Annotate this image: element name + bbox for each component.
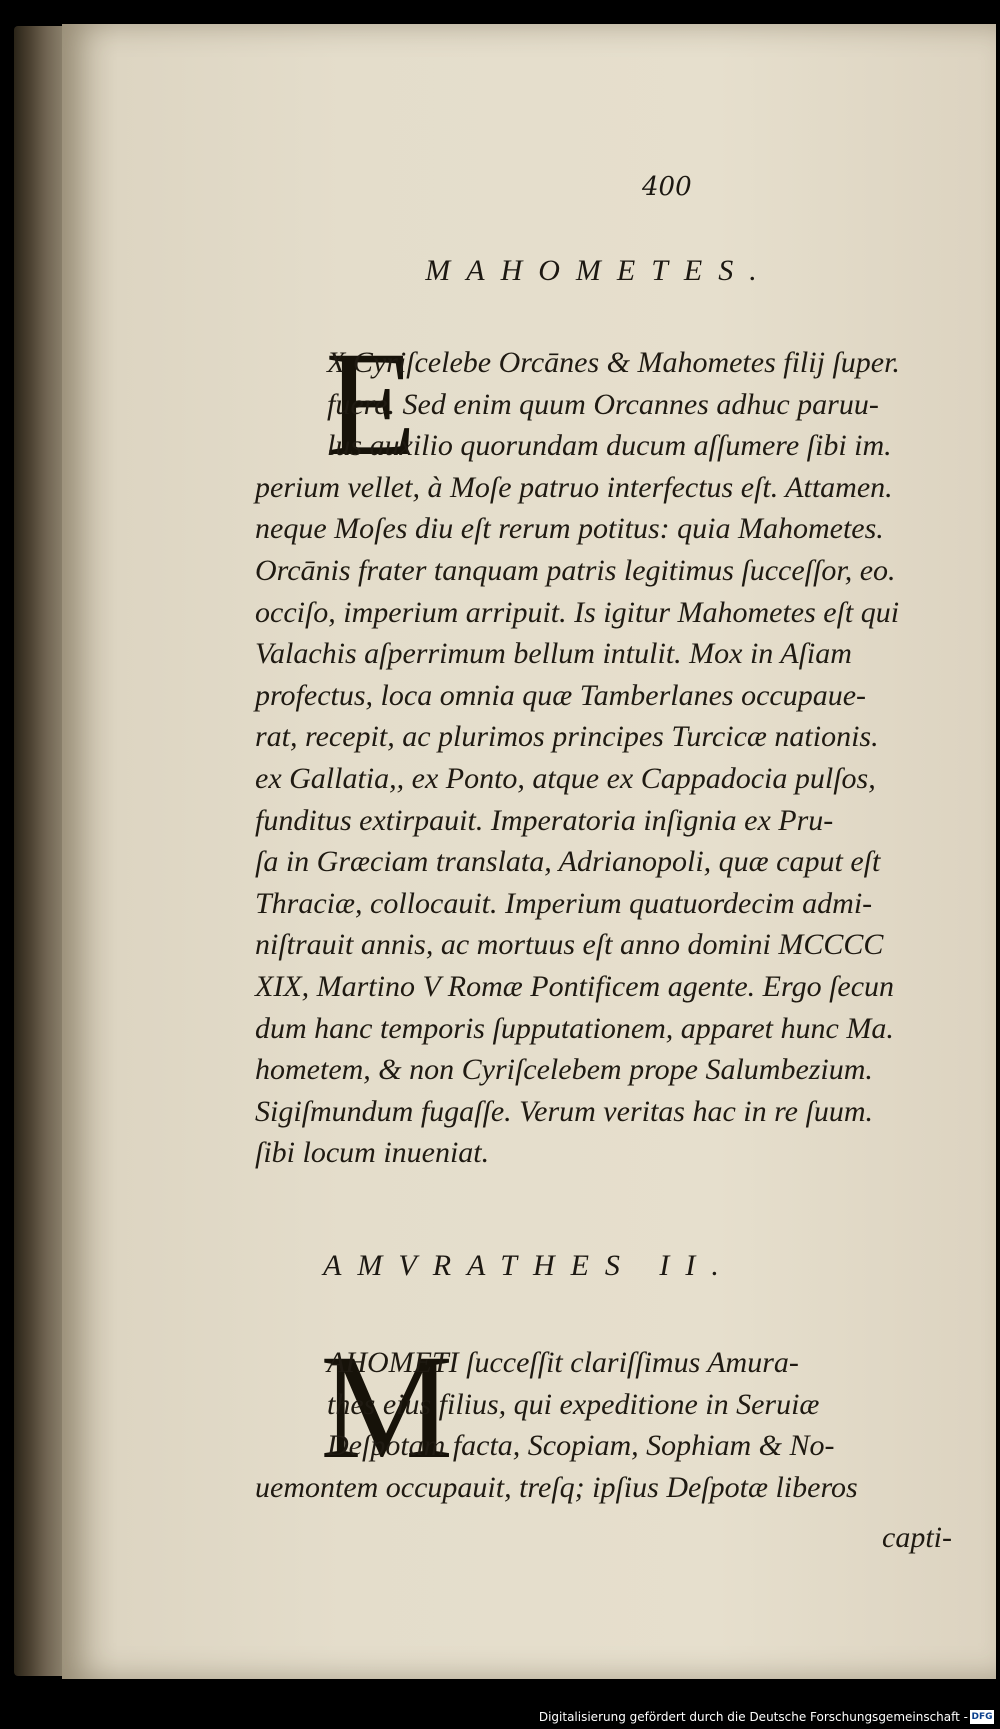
- text-line: Sigiſmundum fugaſſe. Verum veritas hac in re ſuum.: [255, 1094, 873, 1128]
- drop-cap-m: M: [320, 1324, 454, 1490]
- text-line: niſtrauit annis, ac mortuus eſt anno domini MCCCC: [255, 928, 884, 962]
- section-heading-mahometes: MAHOMETES.: [425, 254, 773, 287]
- text-line: profectus, loca omnia quæ Tamberlanes occupaue-: [255, 678, 867, 712]
- text-line: occiſo, imperium arripuit. Is igitur Mahometes eſt qui: [255, 595, 900, 629]
- text-line: dum hanc temporis ſupputationem, apparet hunc Ma.: [255, 1011, 894, 1045]
- dfg-logo-icon: DFG: [971, 1712, 993, 1722]
- text-line: Thraciæ, collocauit. Imperium quatuordecim admi-: [255, 886, 873, 920]
- text-line: ex Gallatia,, ex Ponto, atque ex Cappadocia pulſos,: [255, 761, 876, 795]
- text-line: rat, recepit, ac plurimos principes Turcicæ nationis.: [255, 720, 879, 754]
- paragraph-amurathes: [255, 1342, 1000, 1508]
- text-line: uemontem occupauit, treſq; ipſius Deſpotæ liberos: [255, 1470, 858, 1504]
- footer-credit: Digitalisierung gefördert durch die Deutsche Forschungsgemeinschaft -: [538, 1710, 968, 1724]
- text-line: fuere. Sed enim quum Orcannes adhuc paruu-: [327, 387, 879, 421]
- text-line: ſa in Græciam translata, Adrianopoli, quæ caput eſt: [255, 845, 881, 879]
- text-line: X Cyriſcelebe Orcānes & Mahometes filij ſuper.: [327, 346, 900, 379]
- text-line: neque Moſes diu eſt rerum potitus: quia Mahometes.: [255, 512, 884, 546]
- text-line: lus auxilio quorundam ducum aſſumere ſibi im.: [327, 429, 892, 463]
- text-line: perium vellet, à Moſe patruo interfectus eſt. Attamen.: [255, 470, 893, 504]
- book-page: [62, 24, 996, 1679]
- book-edge: [14, 26, 66, 1676]
- catchword: capti-: [882, 1521, 952, 1554]
- text-line: XIX, Martino V Romæ Pontificem agente. Ergo ſecun: [255, 969, 895, 1003]
- text-line: Deſpotam facta, Scopiam, Sophiam & No-: [327, 1429, 835, 1463]
- text-line: hometem, & non Cyriſcelebem prope Salumbezium.: [255, 1053, 873, 1087]
- drop-cap-e: E: [325, 321, 417, 487]
- text-line: Orcānis frater tanquam patris legitimus ſucceſſor, eo.: [255, 553, 896, 587]
- section-heading-amurathes: AMVRATHES II.: [323, 1249, 735, 1282]
- text-line: ſibi locum inueniat.: [255, 1136, 490, 1170]
- paragraph-mahometes: [255, 342, 1000, 1174]
- text-line: funditus extirpauit. Imperatoria inſignia ex Pru-: [255, 803, 834, 837]
- text-line: AHOMETI ſucceſſit clariſſimus Amura-: [327, 1346, 799, 1379]
- page-number: 400: [642, 172, 692, 202]
- text-line: thes eius filius, qui expeditione in Seruiæ: [327, 1387, 820, 1421]
- text-line: Valachis aſperrimum bellum intulit. Mox in Aſiam: [255, 637, 852, 671]
